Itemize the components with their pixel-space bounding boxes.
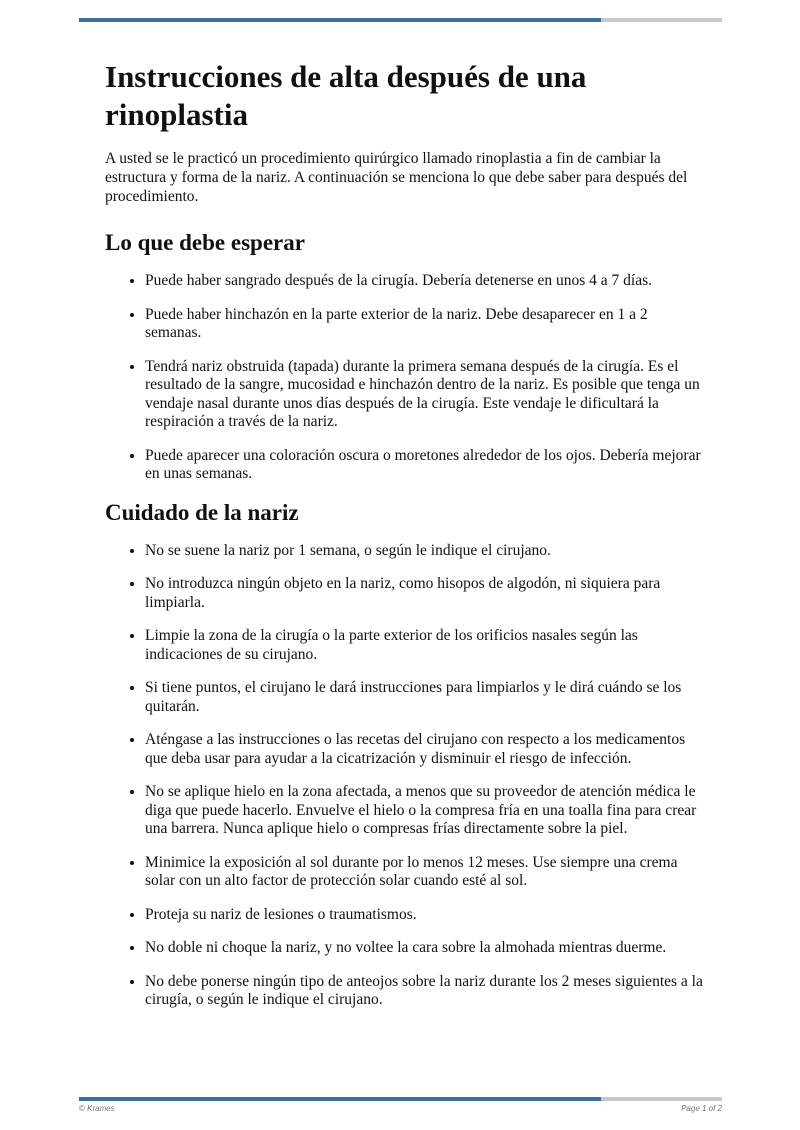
section-what-to-expect — [105, 229, 705, 484]
list-item: • Si tiene puntos, el cirujano le dará instrucciones para limpiarlos y le dirá cuándo se los quitarán. — [145, 679, 705, 716]
list-item: • Tendrá nariz obstruida (tapada) durante la primera semana después de la cirugía. Es el resultado de la sangre, mucosidad e hinchazón dentro de la nariz. Es posible que tenga un vendaje nasal durante unos días después de la cirugía. Este vendaje le dificultará la respiración a través de la nariz. — [145, 358, 705, 432]
list-item: • No introduzca ningún objeto en la nariz, como hisopos de algodón, ni siquiera para limpiarla. — [145, 575, 705, 612]
intro-paragraph: A usted se le practicó un procedimiento quirúrgico llamado rinoplastia a fin de cambiar la estructura y forma de la nariz. A continuación se menciona lo que debe saber para después del procedimiento. — [105, 150, 688, 205]
section-nose-care — [105, 499, 705, 1010]
list-item: • Proteja su nariz de lesiones o traumatismos. — [145, 906, 705, 925]
list-item: • Limpie la zona de la cirugía o la parte exterior de los orificios nasales según las indicaciones de su cirujano. — [145, 627, 705, 664]
bullet-list — [105, 542, 705, 1010]
list-item: • No debe ponerse ningún tipo de anteojos sobre la nariz durante los 2 meses siguientes a la cirugía, o según le indique el cirujano. — [145, 973, 705, 1010]
footer-copyright: © Krames — [79, 1104, 115, 1113]
bullet-list — [105, 272, 705, 484]
bottom-accent-bar — [79, 1097, 722, 1101]
list-item: • Puede haber hinchazón en la parte exterior de la nariz. Debe desaparecer en 1 a 2 semanas. — [145, 306, 705, 343]
section-heading: Cuidado de la nariz — [105, 499, 299, 525]
list-item: • Aténgase a las instrucciones o las recetas del cirujano con respecto a los medicamentos que deba usar para ayudar a la cicatrización y disminuir el riesgo de infección. — [145, 731, 705, 768]
footer-page-number: Page 1 of 2 — [681, 1104, 722, 1113]
list-item: • No se suene la nariz por 1 semana, o según le indique el cirujano. — [145, 542, 705, 561]
list-item: • Minimice la exposición al sol durante por lo menos 12 meses. Use siempre una crema solar con un alto factor de protección solar cuando esté al sol. — [145, 854, 705, 891]
top-accent-bar-fill — [79, 18, 601, 22]
page-title: Instrucciones de alta después de una rinoplastia — [105, 59, 587, 132]
bottom-accent-bar-fill — [79, 1097, 601, 1101]
top-accent-bar — [79, 18, 722, 22]
list-item: • No se aplique hielo en la zona afectada, a menos que su proveedor de atención médica le diga que puede hacerlo. Envuelve el hielo o la compresa fría en una toalla fina para crear una barrera. Nunca aplique hielo o compresas frías directamente sobre la piel. — [145, 783, 705, 839]
list-item: • Puede haber sangrado después de la cirugía. Debería detenerse en unos 4 a 7 días. — [145, 272, 705, 291]
document-body — [105, 58, 705, 1025]
section-heading: Lo que debe esperar — [105, 230, 305, 255]
list-item: • Puede aparecer una coloración oscura o moretones alrededor de los ojos. Debería mejorar en unas semanas. — [145, 447, 705, 484]
list-item: • No doble ni choque la nariz, y no voltee la cara sobre la almohada mientras duerme. — [145, 939, 705, 958]
